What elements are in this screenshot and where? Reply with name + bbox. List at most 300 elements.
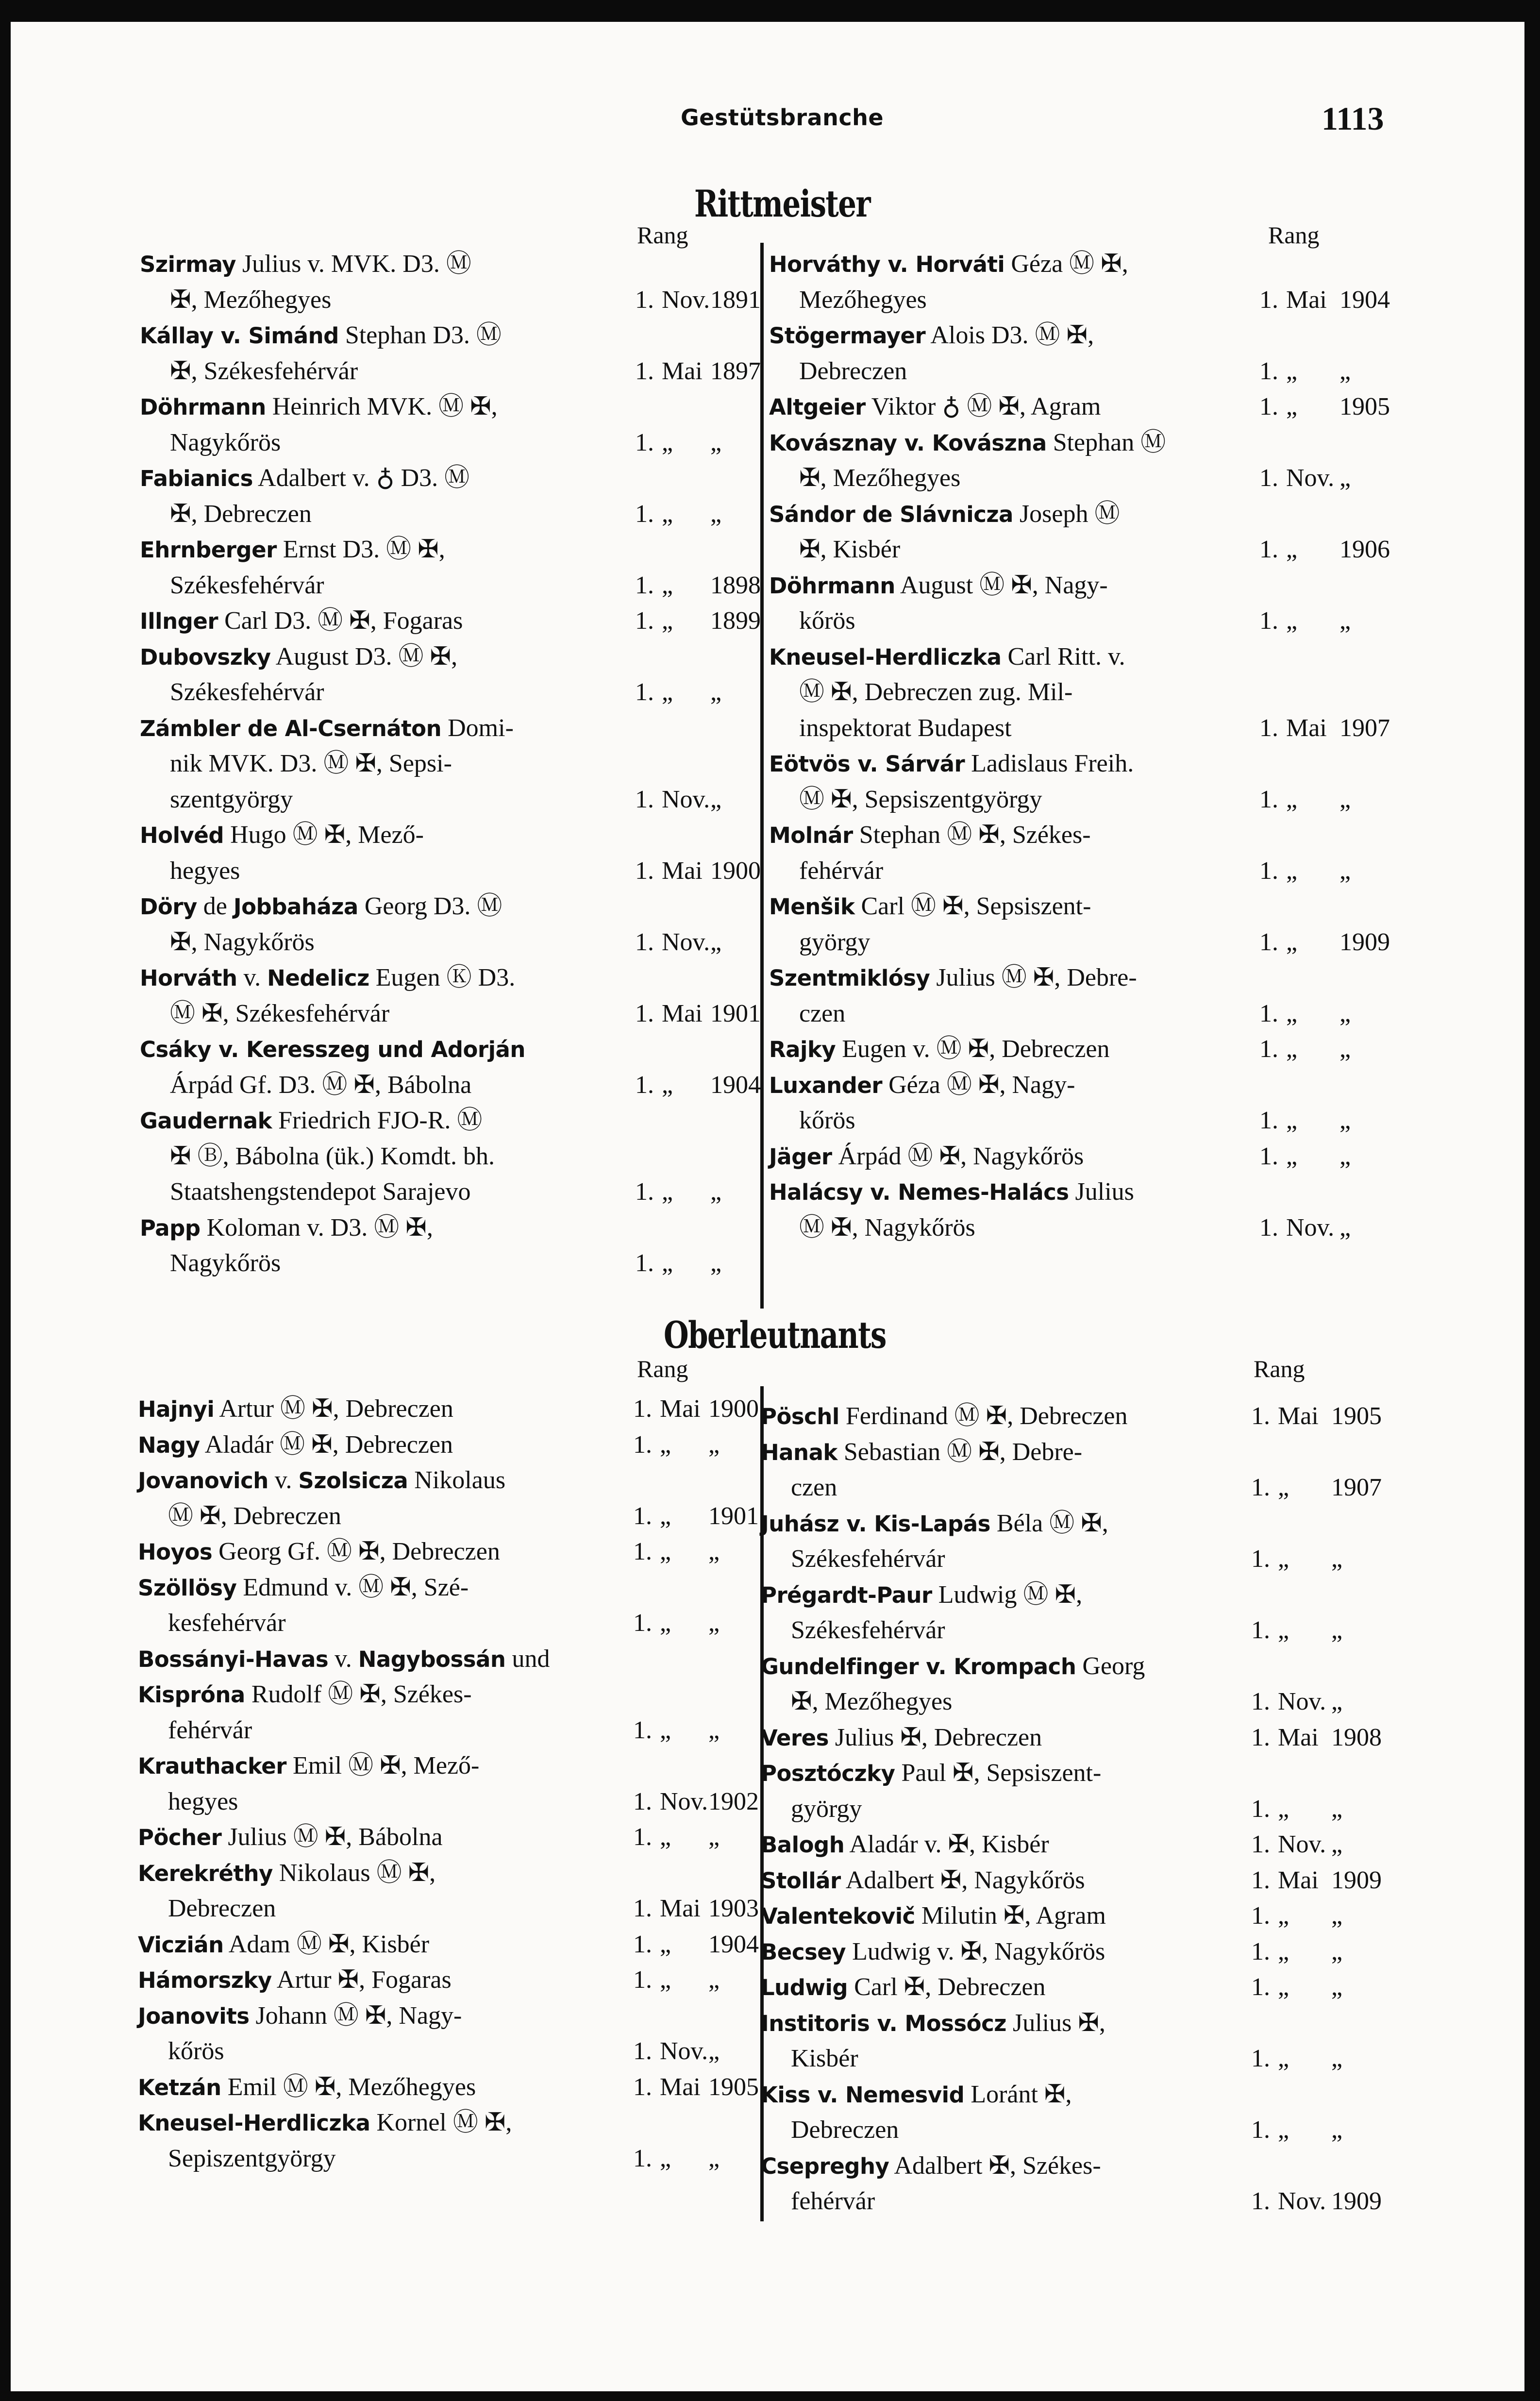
rank-year: „	[708, 2144, 720, 2172]
entry-line	[769, 924, 1395, 960]
entry-text	[769, 1067, 1075, 1104]
entry-text	[769, 746, 1134, 782]
entry-line	[761, 1898, 1387, 1934]
rank-month: „	[1286, 357, 1298, 385]
entry-line	[140, 639, 756, 675]
list-entry	[761, 1434, 1387, 1506]
rank-year: „	[708, 1538, 720, 1565]
rank-month: Mai	[1286, 285, 1327, 314]
entry-text	[170, 1174, 471, 1210]
entry-line	[138, 1641, 758, 1677]
list-entry	[140, 532, 761, 603]
person-name: Illnger	[140, 608, 218, 634]
entry-line	[140, 318, 756, 353]
entry-text	[170, 996, 389, 1032]
list-entry	[761, 1898, 1387, 1934]
entry-detail: kesfehérvár	[168, 1609, 286, 1637]
entry-text	[170, 425, 281, 461]
entry-detail: inspektorat Budapest	[799, 714, 1012, 742]
rank-month: „	[1278, 1902, 1289, 1930]
rang-header-right: Rang	[1254, 1355, 1305, 1382]
entry-detail: fehérvár	[791, 2187, 875, 2215]
rank-year: „	[1339, 1213, 1351, 1242]
person-name: Hanak	[761, 1439, 837, 1465]
entry-text	[799, 924, 870, 960]
rank-day: 1.	[633, 1716, 652, 1744]
rank-day: 1.	[635, 678, 654, 706]
list-entry	[138, 1819, 758, 1855]
rank-month: Nov.	[662, 285, 710, 314]
entry-line	[138, 1748, 758, 1784]
entry-text	[761, 1648, 1145, 1685]
entry-detail: Edmund v. Ⓜ ✠, Szé-	[236, 1573, 469, 1601]
rank-month: Nov.	[1286, 464, 1335, 492]
entry-line	[761, 1720, 1387, 1756]
person-name: Krauthacker	[138, 1753, 286, 1779]
entry-line	[140, 782, 756, 818]
entry-text	[140, 246, 471, 283]
entry-line	[138, 2141, 758, 2177]
rank-year: 1900	[710, 856, 761, 885]
entry-detail: czen	[799, 999, 846, 1027]
person-name: Nagy	[138, 1432, 200, 1458]
list-entry	[138, 1927, 758, 1963]
entry-detail: hegyes	[168, 1787, 238, 1815]
person-name: Menšik	[769, 894, 855, 920]
rank-day: 1.	[633, 1395, 652, 1423]
list-entry	[769, 1139, 1395, 1175]
entry-detail: Johann Ⓜ ✠, Nagy-	[249, 2001, 462, 2030]
rank-day: 1.	[1259, 357, 1278, 385]
entry-detail: August D3. Ⓜ ✠,	[270, 642, 458, 671]
entry-detail: Nikolaus	[408, 1466, 506, 1494]
rank-day: 1.	[635, 856, 654, 885]
entry-text	[761, 1720, 1042, 1756]
entry-line	[761, 2005, 1387, 2041]
entry-text	[170, 282, 331, 318]
entry-text	[168, 1498, 341, 1534]
entry-detail: Mezőhegyes	[799, 285, 927, 314]
entry-detail: und	[505, 1645, 550, 1673]
entry-line	[769, 639, 1395, 675]
entry-line	[140, 1067, 761, 1103]
entry-line	[140, 1139, 756, 1175]
rank-year: „	[1339, 464, 1351, 492]
person-name: Bossányi-Havas	[138, 1646, 329, 1672]
rank-day: 1.	[635, 357, 654, 385]
entry-line	[769, 1174, 1395, 1210]
person-name: Döry	[140, 894, 197, 920]
entry-detail: Friedrich FJO-R. Ⓜ	[272, 1107, 483, 1134]
entry-text	[761, 1827, 1049, 1863]
rank-year: „	[1331, 1616, 1343, 1644]
list-entry	[769, 889, 1395, 960]
entry-detail: Viktor ♁ Ⓜ ✠, Agram	[865, 393, 1101, 420]
entry-line	[769, 782, 1395, 818]
person-name: Holvéd	[140, 823, 224, 848]
column-divider	[760, 243, 764, 1309]
entry-detail: Julius ✠, Debreczen	[828, 1723, 1042, 1751]
entry-detail: Eugen v. Ⓜ ✠, Debreczen	[836, 1035, 1110, 1063]
rank-year: „	[1331, 2116, 1343, 2144]
entry-detail: de	[197, 892, 234, 920]
entry-line	[769, 1139, 1395, 1175]
entry-text	[170, 1067, 471, 1103]
rank-year: 1905	[1331, 1402, 1382, 1430]
list-entry	[761, 1398, 1387, 1434]
entry-detail: Julius v. MVK. D3. Ⓜ	[235, 250, 471, 278]
entry-line	[761, 1541, 1387, 1577]
entry-detail: szentgyörgy	[170, 785, 293, 813]
rank-month: Mai	[660, 1895, 701, 1922]
entry-text	[769, 639, 1125, 675]
entry-text	[140, 889, 502, 925]
rank-month: „	[660, 1502, 671, 1530]
list-entry	[140, 639, 756, 710]
rank-year: „	[710, 500, 722, 528]
rank-month: Mai	[1286, 714, 1327, 742]
rank-month: „	[1286, 536, 1298, 563]
entry-detail: kőrös	[799, 1107, 855, 1134]
entry-text	[761, 1755, 1101, 1792]
entry-text	[138, 1927, 429, 1963]
entry-line	[769, 853, 1395, 889]
rank-year: 1907	[1339, 714, 1390, 742]
entry-detail: Debreczen	[168, 1895, 276, 1922]
entry-text	[138, 1819, 443, 1856]
entry-detail: Sepiszentgyörgy	[168, 2144, 336, 2172]
entry-text	[138, 1427, 453, 1463]
list-entry	[761, 1506, 1387, 1577]
person-name: Szöllösy	[138, 1575, 237, 1601]
rang-header-left: Rang	[637, 221, 688, 249]
list-entry	[138, 1998, 758, 2069]
entry-text	[769, 425, 1166, 461]
person-name: Kállay v. Simánd	[140, 323, 339, 349]
list-entry	[138, 1570, 758, 1641]
entry-detail: Joseph Ⓜ	[1013, 500, 1120, 528]
entry-text	[761, 1434, 1082, 1471]
entry-detail: Ladislaus Freih.	[965, 750, 1134, 777]
rank-year: 1905	[1339, 393, 1390, 420]
entry-line	[140, 889, 756, 924]
entry-detail: Nikolaus Ⓜ ✠,	[272, 1859, 436, 1887]
entry-detail: Hugo Ⓜ ✠, Mező-	[224, 821, 424, 849]
rank-year: 1900	[708, 1395, 759, 1423]
rank-month: Nov.	[662, 785, 710, 813]
entry-text	[769, 318, 1094, 354]
entry-line	[140, 1210, 756, 1246]
entry-detail: Georg Gf. Ⓜ ✠, Debreczen	[212, 1538, 500, 1565]
entry-line	[769, 1031, 1395, 1067]
entry-text	[799, 603, 855, 639]
entry-detail: fehérvár	[168, 1716, 252, 1744]
entry-text	[170, 746, 452, 782]
rank-month: „	[660, 1716, 671, 1744]
entry-detail: Artur Ⓜ ✠, Debreczen	[214, 1395, 453, 1423]
list-entry	[761, 1863, 1387, 1898]
rittmeister-left-column	[140, 246, 761, 1281]
list-entry	[769, 425, 1395, 496]
rank-year: „	[710, 678, 722, 706]
list-entry	[140, 1103, 756, 1210]
entry-detail: Ferdinand Ⓜ ✠, Debreczen	[839, 1402, 1128, 1430]
entry-text	[140, 1103, 482, 1139]
entry-detail: Ludwig Ⓜ ✠,	[932, 1580, 1083, 1609]
rank-year: „	[1339, 1107, 1351, 1134]
rank-month: „	[660, 1609, 671, 1637]
entry-detail: Heinrich MVK. Ⓜ ✠,	[266, 393, 498, 420]
rank-month: Nov.	[660, 2037, 708, 2065]
oberleutnants-left-column	[138, 1391, 758, 2176]
entry-detail: Aladár v. ✠, Kisbér	[844, 1830, 1049, 1858]
entry-line	[140, 996, 761, 1032]
entry-line	[140, 1031, 756, 1067]
entry-line	[761, 2148, 1387, 2184]
entry-line	[140, 603, 761, 639]
rank-month: „	[1286, 1142, 1298, 1170]
entry-detail: v.	[268, 1466, 299, 1494]
rank-month: Nov.	[1278, 2187, 1326, 2215]
rank-day: 1.	[1251, 1474, 1270, 1501]
entry-text	[140, 318, 502, 354]
person-name: Rajky	[769, 1037, 836, 1062]
rank-day: 1.	[1251, 1902, 1270, 1930]
entry-text	[799, 353, 907, 389]
list-entry	[769, 389, 1395, 425]
entry-line	[140, 496, 756, 532]
entry-line	[761, 1969, 1387, 2005]
entry-detail: Staatshengstendepot Sarajevo	[170, 1178, 471, 1206]
rank-year: „	[1331, 1937, 1343, 1965]
list-entry	[138, 1641, 758, 1748]
section-title-rittmeister: Rittmeister	[694, 182, 870, 225]
rank-month: Mai	[1278, 1723, 1319, 1751]
person-name: Stollár	[761, 1867, 841, 1894]
rank-month: Nov.	[1278, 1830, 1326, 1858]
rank-year: 1891	[710, 285, 761, 314]
rank-day: 1.	[1251, 1973, 1270, 2001]
rank-month: Mai	[662, 856, 703, 885]
entry-detail: Carl Ⓜ ✠, Sepsiszent-	[854, 892, 1091, 920]
person-name: Luxander	[769, 1072, 883, 1098]
entry-text	[138, 1998, 462, 2034]
list-entry	[138, 1391, 758, 1427]
entry-line	[140, 853, 761, 889]
rank-month: „	[660, 1930, 671, 1958]
rank-month: „	[662, 1178, 673, 1206]
person-name: Kneusel-Herdliczka	[769, 644, 1002, 670]
entry-line	[138, 1498, 758, 1534]
list-entry	[761, 1969, 1387, 2005]
entry-detail: Georg D3. Ⓜ	[358, 892, 502, 920]
entry-detail: Ⓜ ✠, Sepsiszentgyörgy	[799, 785, 1042, 813]
entry-text	[138, 1748, 479, 1784]
rank-month: „	[1286, 856, 1298, 885]
person-name: Veres	[761, 1725, 829, 1751]
person-name: Horváthy v. Horváti	[769, 252, 1005, 277]
entry-detail: ✠, Kisbér	[799, 536, 901, 563]
entry-line	[769, 674, 1395, 710]
list-entry	[769, 1067, 1395, 1139]
entry-text	[170, 1139, 495, 1175]
rank-year: „	[1339, 607, 1351, 635]
rank-month: „	[1278, 1474, 1289, 1501]
entry-line	[761, 1755, 1387, 1791]
entry-line	[761, 2112, 1387, 2148]
rank-month: „	[1278, 2045, 1289, 2072]
list-entry	[140, 1031, 761, 1103]
entry-detail: Sebastian Ⓜ ✠, Debre-	[837, 1438, 1083, 1466]
entry-line	[140, 924, 756, 960]
rank-month: Nov.	[660, 1787, 708, 1815]
rank-year: 1897	[710, 357, 761, 385]
list-entry	[769, 746, 1395, 817]
rank-day: 1.	[1251, 2116, 1270, 2144]
rank-year: „	[710, 785, 722, 813]
rank-day: 1.	[635, 285, 654, 314]
rank-day: 1.	[635, 785, 654, 813]
entry-line	[769, 1103, 1395, 1139]
entry-text	[140, 639, 457, 675]
person-name: Szolsicza	[298, 1468, 408, 1494]
entry-line	[769, 603, 1395, 639]
entry-text	[168, 1891, 276, 1927]
entry-detail: v.	[237, 964, 268, 991]
rank-month: Mai	[660, 1395, 701, 1423]
entry-detail: Ernst D3. Ⓜ ✠,	[276, 536, 445, 563]
person-name: Kneusel-Herdliczka	[138, 2110, 370, 2136]
rank-day: 1.	[1251, 1937, 1270, 1965]
entry-text	[799, 674, 1072, 710]
rank-day: 1.	[633, 1538, 652, 1565]
entry-text	[791, 2112, 899, 2148]
entry-text	[140, 389, 498, 425]
rank-year: „	[1331, 1973, 1343, 2001]
entry-text	[769, 389, 1101, 425]
entry-detail: kőrös	[799, 607, 855, 635]
person-name: Institoris v. Mossócz	[761, 2010, 1006, 2036]
rank-year: „	[708, 1966, 720, 1994]
entry-text	[170, 674, 324, 710]
rank-month: „	[1286, 785, 1298, 813]
rank-day: 1.	[1259, 393, 1278, 420]
entry-text	[138, 2069, 476, 2106]
rank-year: 1907	[1331, 1474, 1382, 1501]
entry-line	[140, 1103, 756, 1139]
entry-detail: ✠, Nagykőrös	[170, 928, 315, 956]
rank-month: „	[660, 1823, 671, 1851]
person-name: Csáky v. Keresszeg und Adorján	[140, 1037, 525, 1062]
page-number: 1113	[1322, 100, 1384, 137]
rank-day: 1.	[1251, 1723, 1270, 1751]
entry-text	[168, 2033, 224, 2069]
rank-year: „	[708, 1716, 720, 1744]
rank-day: 1.	[633, 1930, 652, 1958]
rank-month: „	[662, 500, 673, 528]
rank-month: Mai	[660, 2073, 701, 2101]
entry-text	[799, 1103, 855, 1139]
rank-year: 1908	[1331, 1723, 1382, 1751]
person-name: Sándor de Slávnicza	[769, 501, 1013, 527]
person-name: Szirmay	[140, 252, 236, 277]
entry-detail: Milutin ✠, Agram	[915, 1902, 1106, 1930]
rank-day: 1.	[635, 1178, 654, 1206]
rank-year: „	[1331, 1688, 1343, 1715]
rank-day: 1.	[1259, 607, 1278, 635]
rank-year: „	[1339, 785, 1351, 813]
entry-text	[140, 460, 469, 497]
entry-line	[140, 425, 756, 461]
entry-line	[138, 1462, 758, 1498]
rank-day: 1.	[635, 999, 654, 1027]
rank-month: Nov.	[662, 928, 710, 956]
entry-detail: Árpád Gf. D3. Ⓜ ✠, Bábolna	[170, 1071, 472, 1099]
rank-day: 1.	[1251, 1402, 1270, 1430]
list-entry	[140, 603, 761, 639]
entry-detail: Loránt ✠,	[964, 2080, 1072, 2108]
rank-month: „	[662, 428, 673, 456]
entry-text	[761, 2148, 1101, 2184]
entry-text	[799, 460, 960, 496]
entry-line	[138, 1605, 758, 1641]
entry-text	[769, 1139, 1084, 1175]
rank-day: 1.	[635, 1071, 654, 1099]
rank-day: 1.	[633, 1430, 652, 1459]
person-name: Valentekovič	[761, 1903, 915, 1929]
entry-line	[769, 246, 1395, 282]
person-name: Jäger	[769, 1143, 832, 1170]
person-name: Pöcher	[138, 1825, 222, 1850]
section-title-oberleutnants: Oberleutnants	[664, 1313, 886, 1357]
running-head: Gestütsbranche	[681, 104, 884, 131]
entry-detail: ✠, Mezőhegyes	[170, 285, 332, 314]
entry-text	[799, 996, 845, 1032]
rank-day: 1.	[1259, 285, 1278, 314]
rank-day: 1.	[1251, 1830, 1270, 1858]
entry-text	[170, 782, 293, 818]
list-entry	[761, 1934, 1387, 1970]
list-entry	[761, 2077, 1387, 2148]
entry-text	[170, 353, 358, 389]
rank-day: 1.	[1251, 2187, 1270, 2215]
entry-detail: Julius ✠,	[1006, 2009, 1105, 2037]
rank-year: 1909	[1339, 928, 1390, 956]
person-name: Horváth	[140, 965, 237, 991]
entry-detail: ✠ Ⓑ, Bábolna (ük.) Komdt. bh.	[170, 1142, 495, 1170]
entry-line	[769, 532, 1395, 568]
entry-line	[769, 1210, 1395, 1246]
entry-text	[138, 1855, 435, 1892]
person-name: Joanovits	[138, 2003, 250, 2029]
entry-text	[769, 496, 1120, 533]
rank-day: 1.	[635, 607, 654, 635]
entry-text	[170, 568, 324, 604]
entry-detail: Székesfehérvár	[170, 678, 324, 706]
entry-detail: ✠, Mezőhegyes	[799, 464, 961, 492]
rank-month: „	[660, 2144, 671, 2172]
entry-text	[138, 1462, 505, 1499]
entry-detail: kőrös	[168, 2037, 224, 2065]
entry-detail: Debreczen	[791, 2116, 899, 2144]
person-name: Kiss v. Nemesvid	[761, 2082, 965, 2108]
entry-text	[138, 1641, 550, 1678]
entry-line	[769, 496, 1395, 532]
list-entry	[769, 568, 1395, 639]
person-name: Stögermayer	[769, 323, 926, 349]
entry-text	[140, 532, 445, 568]
entry-text	[170, 496, 312, 532]
